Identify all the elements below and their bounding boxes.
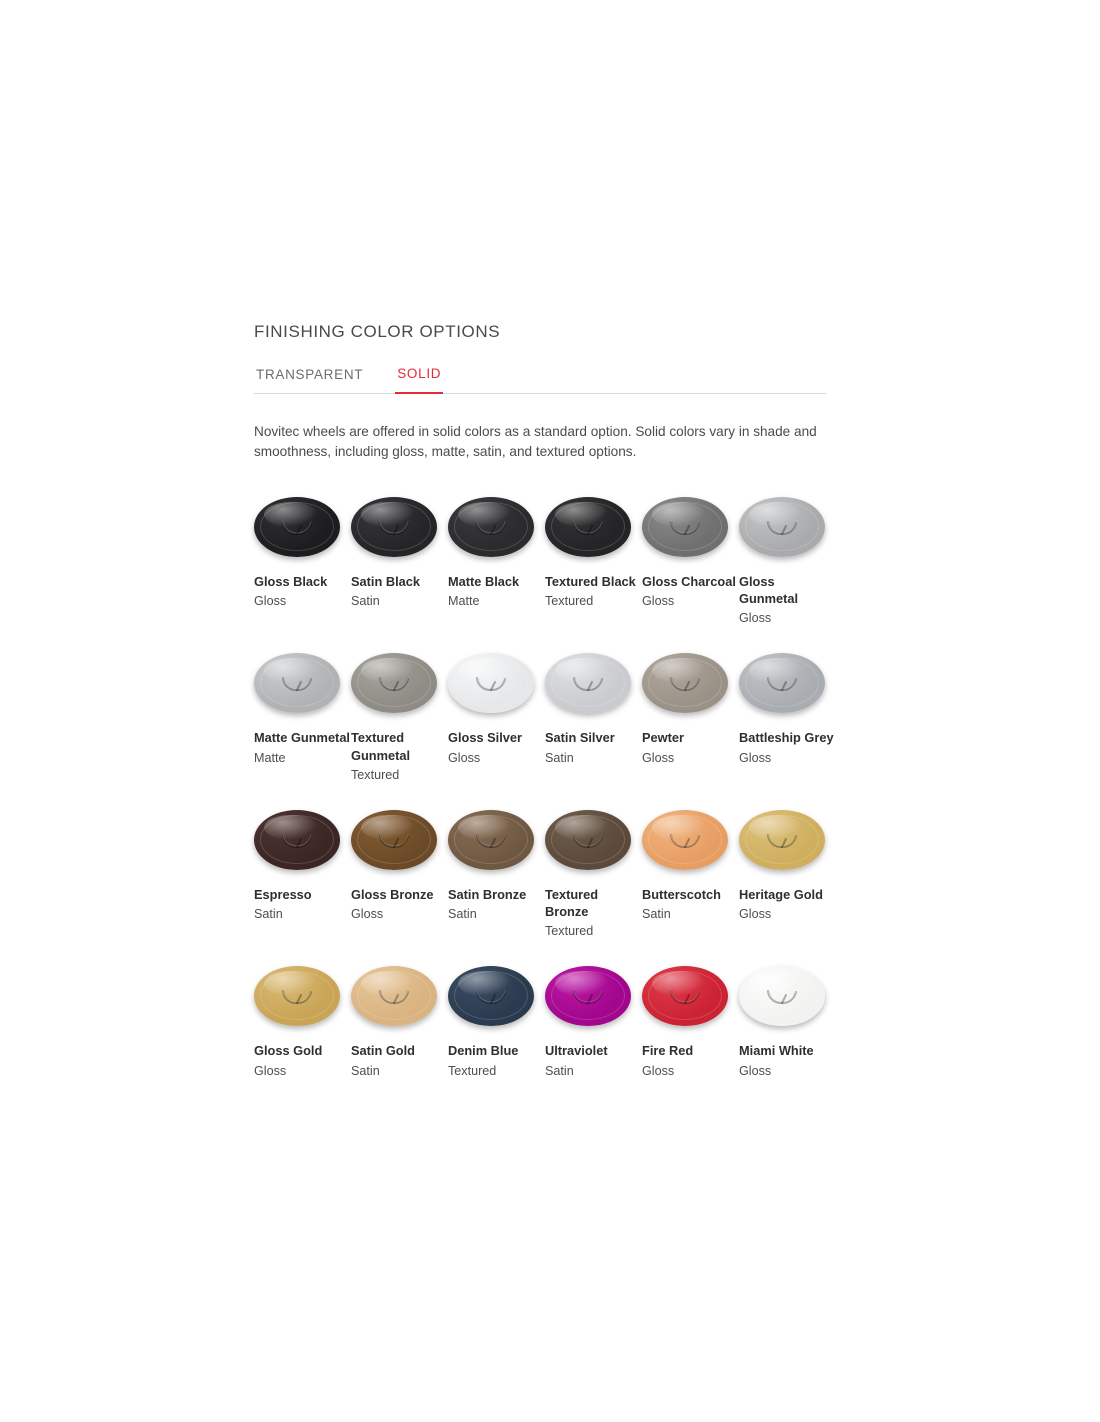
color-swatch[interactable] xyxy=(642,962,739,1079)
wheel-cap-image[interactable] xyxy=(642,962,728,1030)
color-swatch[interactable] xyxy=(448,649,545,784)
swatch-name: Pewter xyxy=(642,730,684,746)
swatch-finish: Matte xyxy=(254,750,286,765)
swatch-finish: Gloss xyxy=(739,907,772,922)
color-swatch[interactable] xyxy=(448,962,545,1079)
swatch-name: Ultraviolet xyxy=(545,1043,608,1059)
swatch-finish: Gloss xyxy=(739,611,772,626)
novitec-logo-icon xyxy=(765,674,799,692)
swatch-finish: Satin xyxy=(254,907,283,922)
color-swatch[interactable] xyxy=(254,962,351,1079)
wheel-cap-disc xyxy=(254,966,340,1026)
swatch-finish: Textured xyxy=(545,924,594,939)
swatch-finish: Satin xyxy=(448,907,477,922)
novitec-logo-icon xyxy=(377,674,411,692)
wheel-cap-image[interactable] xyxy=(254,806,340,874)
swatch-name: Satin Black xyxy=(351,573,420,589)
novitec-logo-icon xyxy=(474,831,508,849)
tab-solid[interactable]: SOLID xyxy=(395,366,443,394)
color-swatch[interactable] xyxy=(448,493,545,628)
color-swatch[interactable] xyxy=(642,493,739,628)
wheel-cap-image[interactable] xyxy=(448,806,534,874)
swatch-name: Espresso xyxy=(254,886,312,902)
novitec-logo-icon xyxy=(765,518,799,536)
color-swatch[interactable] xyxy=(351,962,448,1079)
novitec-logo-icon xyxy=(280,987,314,1005)
wheel-cap-image[interactable] xyxy=(448,962,534,1030)
wheel-cap-disc xyxy=(642,966,728,1026)
novitec-logo-icon xyxy=(280,831,314,849)
wheel-cap-image[interactable] xyxy=(351,962,437,1030)
swatch-name: Heritage Gold xyxy=(739,886,823,902)
novitec-logo-icon xyxy=(765,831,799,849)
color-swatch[interactable] xyxy=(739,962,836,1079)
swatch-name: Satin Silver xyxy=(545,730,615,746)
swatch-name: Gloss Silver xyxy=(448,730,522,746)
color-swatch[interactable] xyxy=(254,649,351,784)
novitec-logo-icon xyxy=(571,831,605,849)
wheel-cap-disc xyxy=(448,966,534,1026)
wheel-cap-disc xyxy=(448,653,534,713)
wheel-cap-disc xyxy=(351,497,437,557)
swatch-name: Matte Black xyxy=(448,573,520,589)
swatch-finish: Satin xyxy=(545,1063,574,1078)
wheel-cap-image[interactable] xyxy=(254,962,340,1030)
novitec-logo-icon xyxy=(280,674,314,692)
swatch-finish: Textured xyxy=(545,594,594,609)
swatch-finish: Gloss xyxy=(739,750,772,765)
wheel-cap-disc xyxy=(254,497,340,557)
swatch-name: Matte Gunmetal xyxy=(254,730,350,746)
color-swatch[interactable] xyxy=(739,493,836,628)
swatch-name: Gloss Gold xyxy=(254,1043,323,1059)
swatch-finish: Gloss xyxy=(254,594,287,609)
swatch-finish: Matte xyxy=(448,594,480,609)
swatch-name: Battleship Grey xyxy=(739,730,834,746)
wheel-cap-image[interactable] xyxy=(254,649,340,717)
swatch-name: Butterscotch xyxy=(642,886,721,902)
wheel-cap-image[interactable] xyxy=(545,649,631,717)
novitec-logo-icon xyxy=(668,518,702,536)
novitec-logo-icon xyxy=(571,674,605,692)
wheel-cap-disc xyxy=(739,497,825,557)
swatch-finish: Gloss xyxy=(254,1063,287,1078)
novitec-logo-icon xyxy=(668,987,702,1005)
swatch-finish: Gloss xyxy=(448,750,481,765)
color-swatch[interactable] xyxy=(351,493,448,628)
swatch-name: Fire Red xyxy=(642,1043,694,1059)
novitec-logo-icon xyxy=(280,518,314,536)
swatch-name: Gloss Black xyxy=(254,573,328,589)
wheel-cap-disc xyxy=(545,810,631,870)
novitec-logo-icon xyxy=(571,518,605,536)
swatch-finish: Satin xyxy=(351,594,380,609)
wheel-cap-disc xyxy=(739,653,825,713)
wheel-cap-image[interactable] xyxy=(545,806,631,874)
swatch-name: Miami White xyxy=(739,1043,814,1059)
wheel-cap-disc xyxy=(545,966,631,1026)
wheel-cap-image[interactable] xyxy=(739,493,825,561)
color-swatch[interactable] xyxy=(351,806,448,941)
color-swatch[interactable] xyxy=(642,806,739,941)
wheel-cap-disc xyxy=(351,653,437,713)
wheel-cap-image[interactable] xyxy=(642,806,728,874)
color-swatch[interactable] xyxy=(642,649,739,784)
swatch-finish: Textured xyxy=(448,1063,497,1078)
swatch-name: Textured Gunmetal xyxy=(351,730,411,763)
novitec-logo-icon xyxy=(377,518,411,536)
wheel-cap-disc xyxy=(642,653,728,713)
color-swatch[interactable] xyxy=(254,493,351,628)
wheel-cap-disc xyxy=(448,497,534,557)
color-swatch[interactable] xyxy=(739,649,836,784)
wheel-cap-image[interactable] xyxy=(545,493,631,561)
wheel-cap-disc xyxy=(351,810,437,870)
wheel-cap-image[interactable] xyxy=(642,649,728,717)
novitec-logo-icon xyxy=(377,987,411,1005)
swatch-finish: Textured xyxy=(351,767,400,782)
swatch-finish: Gloss xyxy=(642,750,675,765)
wheel-cap-disc xyxy=(642,810,728,870)
wheel-cap-disc xyxy=(642,497,728,557)
wheel-cap-image[interactable] xyxy=(739,649,825,717)
swatch-name: Gloss Charcoal xyxy=(642,573,736,589)
color-swatch[interactable] xyxy=(545,649,642,784)
wheel-cap-disc xyxy=(448,810,534,870)
novitec-logo-icon xyxy=(668,831,702,849)
wheel-cap-image[interactable] xyxy=(448,649,534,717)
swatch-finish: Gloss xyxy=(642,594,675,609)
wheel-cap-image[interactable] xyxy=(739,806,825,874)
swatch-finish: Gloss xyxy=(739,1063,772,1078)
color-swatch[interactable] xyxy=(448,806,545,941)
swatch-finish: Satin xyxy=(351,1063,380,1078)
wheel-cap-image[interactable] xyxy=(545,962,631,1030)
description-text: Novitec wheels are offered in solid colors as a standard option. Solid colors vary in shade and smoothness, including gloss, matte, satin, and textured options. xyxy=(254,424,817,460)
novitec-logo-icon xyxy=(377,831,411,849)
finish-type-tabs xyxy=(254,366,826,394)
color-swatch[interactable] xyxy=(739,806,836,941)
swatch-finish: Satin xyxy=(545,750,574,765)
color-swatch[interactable] xyxy=(545,962,642,1079)
swatch-name: Gloss Bronze xyxy=(351,886,434,902)
swatch-name: Textured Bronze xyxy=(545,886,599,920)
wheel-cap-image[interactable] xyxy=(351,493,437,561)
swatch-finish: Gloss xyxy=(351,907,384,922)
novitec-logo-icon xyxy=(668,674,702,692)
wheel-cap-disc xyxy=(739,966,825,1026)
wheel-cap-disc xyxy=(739,810,825,870)
color-swatch[interactable] xyxy=(545,493,642,628)
finishing-color-options-panel xyxy=(254,322,834,1102)
swatch-name: Gloss Gunmetal xyxy=(739,573,799,607)
wheel-cap-image[interactable] xyxy=(642,493,728,561)
novitec-logo-icon xyxy=(474,987,508,1005)
wheel-cap-disc xyxy=(351,966,437,1026)
wheel-cap-disc xyxy=(545,497,631,557)
wheel-cap-image[interactable] xyxy=(739,962,825,1030)
novitec-logo-icon xyxy=(474,518,508,536)
swatch-name: Textured Black xyxy=(545,573,636,589)
novitec-logo-icon xyxy=(765,987,799,1005)
page-title: FINISHING COLOR OPTIONS xyxy=(254,322,501,341)
swatch-finish: Satin xyxy=(642,907,671,922)
swatch-name: Denim Blue xyxy=(448,1043,519,1059)
swatch-name: Satin Gold xyxy=(351,1043,415,1059)
wheel-cap-image[interactable] xyxy=(351,806,437,874)
wheel-cap-disc xyxy=(254,810,340,870)
wheel-cap-disc xyxy=(545,653,631,713)
novitec-logo-icon xyxy=(474,674,508,692)
novitec-logo-icon xyxy=(571,987,605,1005)
swatch-finish: Gloss xyxy=(642,1063,675,1078)
wheel-cap-image[interactable] xyxy=(351,649,437,717)
wheel-cap-disc xyxy=(254,653,340,713)
color-swatch[interactable] xyxy=(254,806,351,941)
color-swatch-grid xyxy=(254,493,834,1102)
color-swatch[interactable] xyxy=(351,649,448,784)
swatch-name: Satin Bronze xyxy=(448,886,527,902)
color-swatch[interactable] xyxy=(545,806,642,941)
tab-transparent[interactable]: TRANSPARENT xyxy=(254,367,365,393)
wheel-cap-image[interactable] xyxy=(448,493,534,561)
wheel-cap-image[interactable] xyxy=(254,493,340,561)
